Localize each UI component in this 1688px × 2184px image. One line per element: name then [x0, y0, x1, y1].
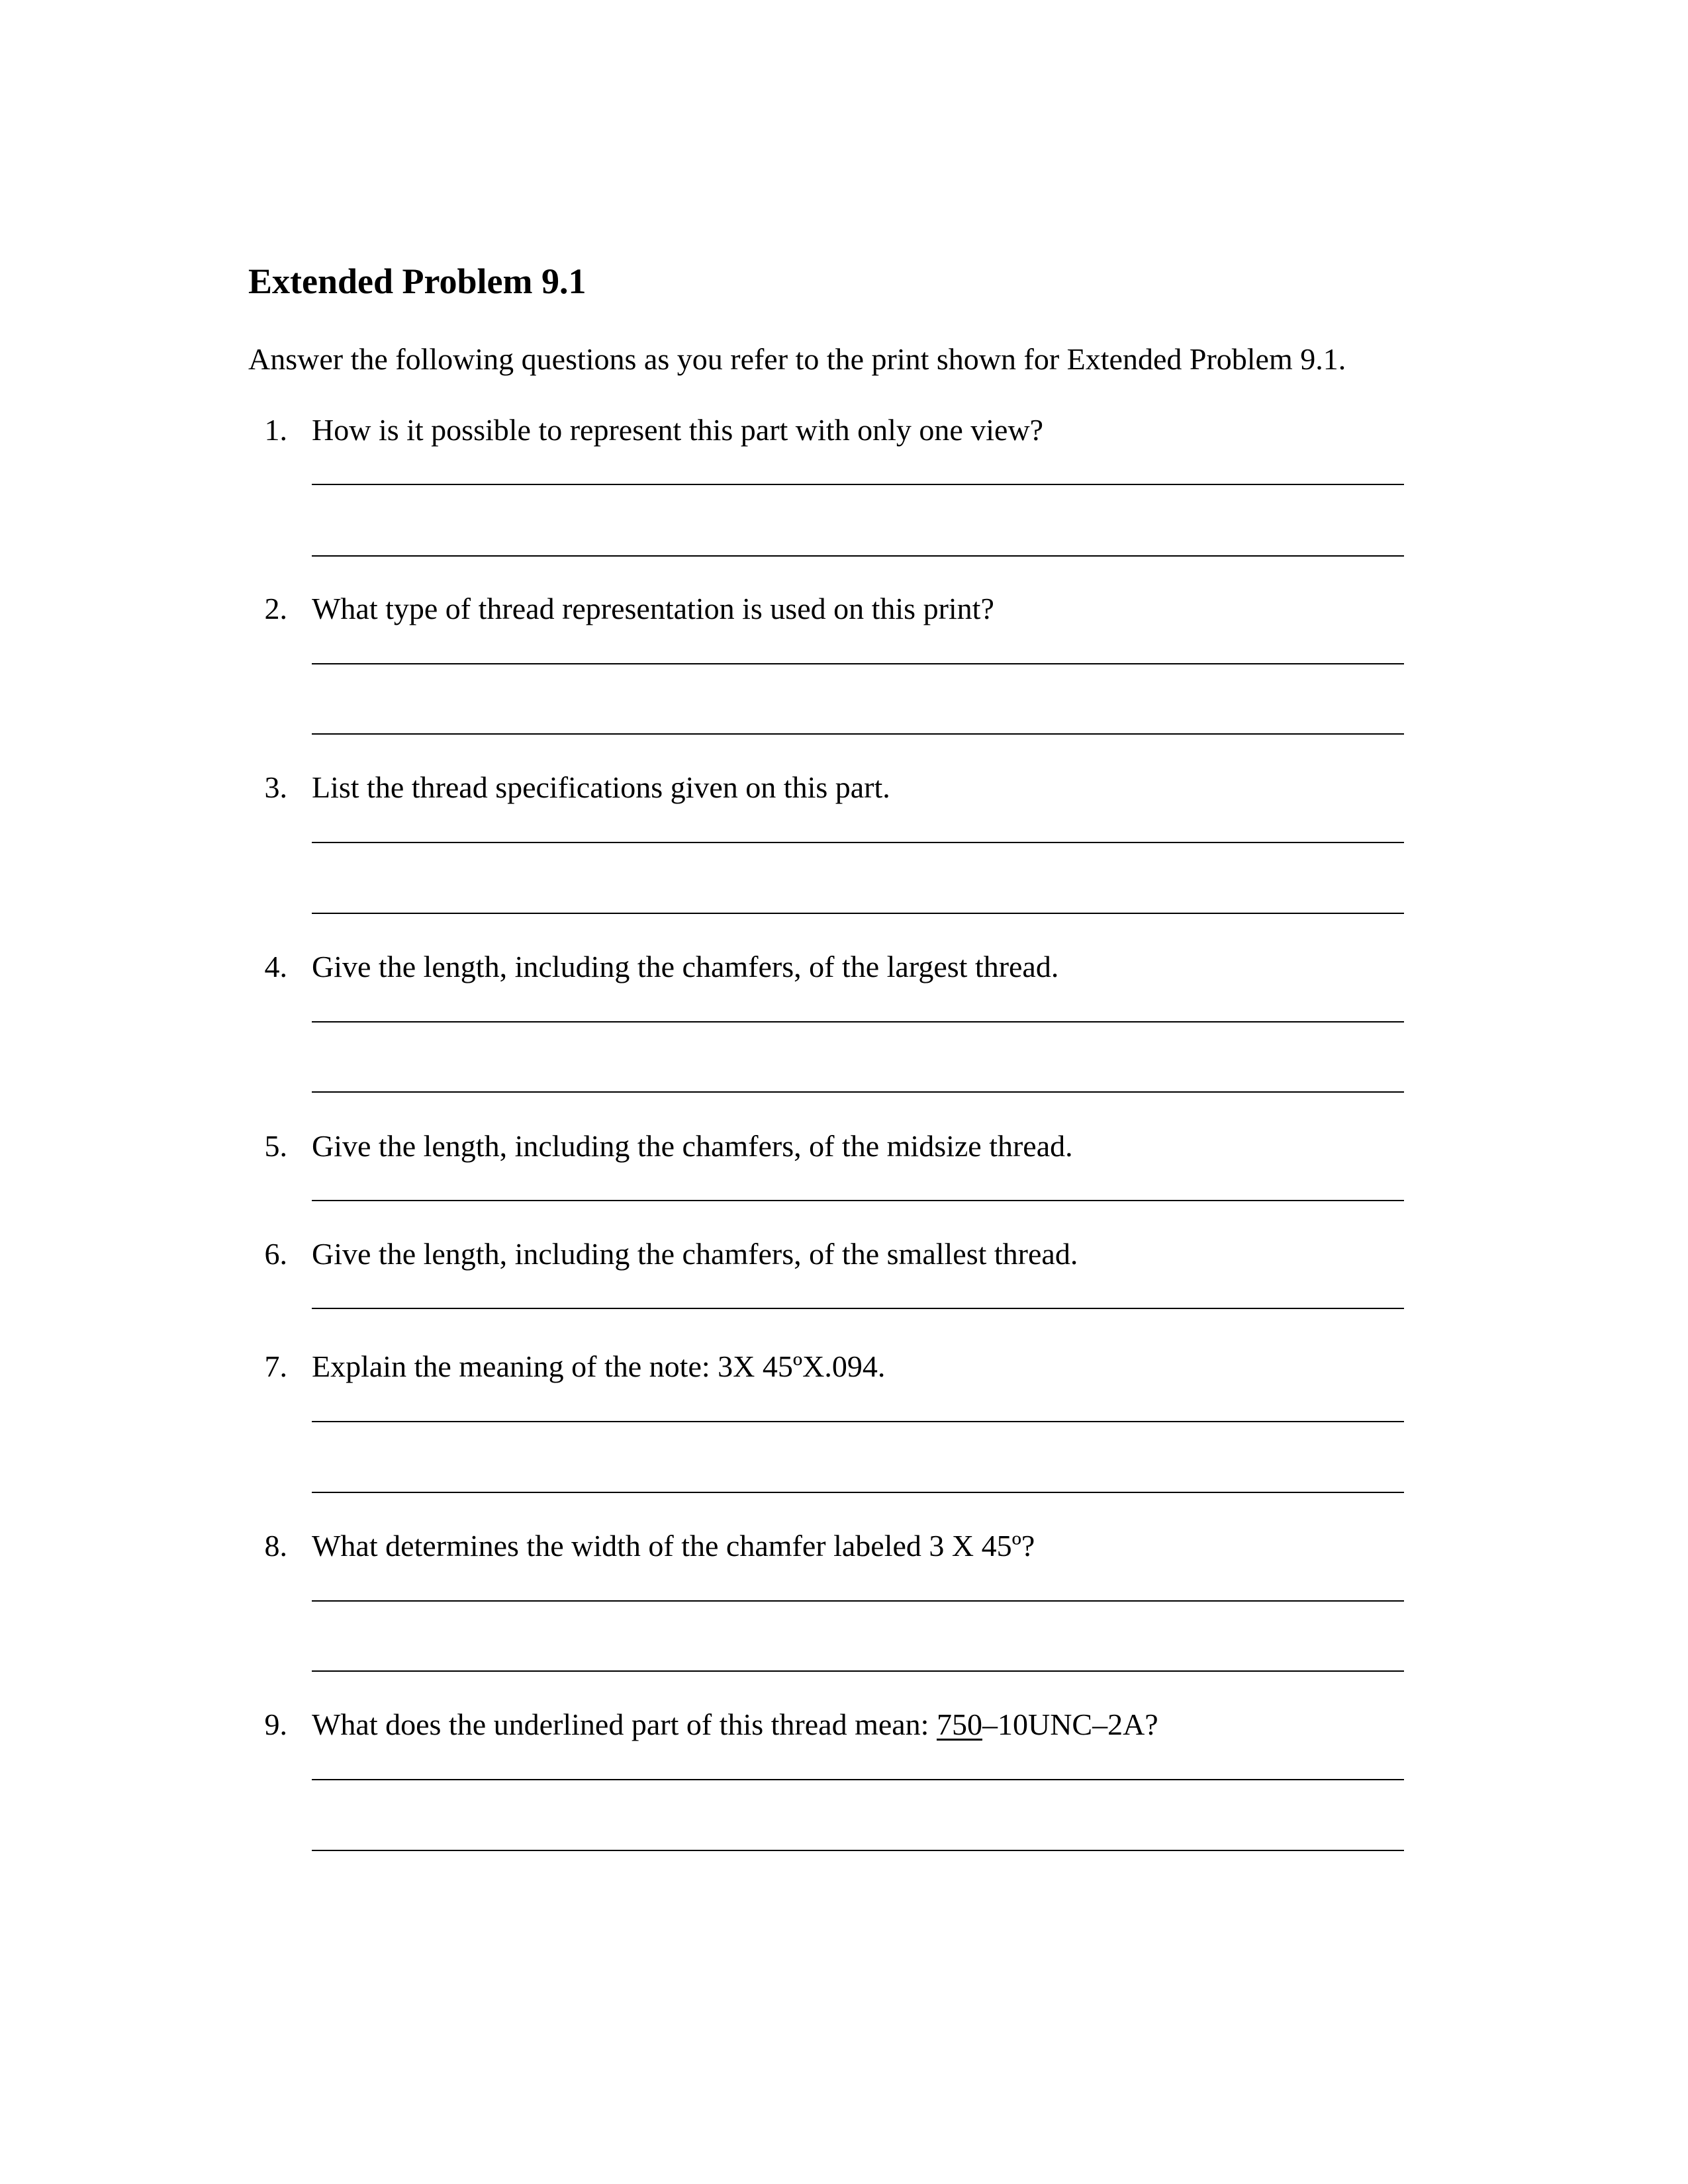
answer-line[interactable] [312, 733, 1404, 735]
question-text: Give the length, including the chamfers, of the largest thread. [312, 950, 1059, 983]
answer-line[interactable] [312, 484, 1404, 485]
question-text: List the thread specifications given on this part. [312, 770, 890, 804]
answer-line[interactable] [312, 1670, 1404, 1672]
question-number: 9. [264, 1707, 287, 1741]
question-text [312, 1709, 1158, 1740]
question-number: 8. [264, 1529, 287, 1563]
answer-line[interactable] [312, 913, 1404, 914]
question-text: How is it possible to represent this part with only one view? [312, 413, 1044, 447]
answer-line[interactable] [312, 555, 1404, 557]
question-text: What determines the width of the chamfer labeled 3 X 45º? [312, 1529, 1035, 1563]
question-text: Give the length, including the chamfers, of the smallest thread. [312, 1237, 1078, 1271]
question-number: 3. [264, 770, 287, 804]
answer-line[interactable] [312, 1091, 1404, 1093]
question-number: 5. [264, 1129, 287, 1163]
question-text-lead: What does the underlined part of this thread mean: [312, 1707, 937, 1741]
question-number: 1. [264, 413, 287, 447]
instructions: Answer the following questions as you refer to the print shown for Extended Problem 9.1. [248, 342, 1346, 376]
answer-line[interactable] [312, 1021, 1404, 1023]
answer-line[interactable] [312, 1200, 1404, 1201]
question-number: 4. [264, 950, 287, 983]
underlined-thread-size: 750 [936, 1707, 982, 1741]
answer-line[interactable] [312, 1492, 1404, 1493]
answer-line[interactable] [312, 1308, 1404, 1309]
answer-line[interactable] [312, 1779, 1404, 1780]
question-text: What type of thread representation is used on this print? [312, 592, 994, 625]
answer-line[interactable] [312, 1850, 1404, 1851]
answer-line[interactable] [312, 1421, 1404, 1422]
answer-line[interactable] [312, 842, 1404, 843]
question-text-tail: –10UNC–2A? [982, 1707, 1158, 1741]
question-text: Give the length, including the chamfers, of the midsize thread. [312, 1129, 1073, 1163]
answer-line[interactable] [312, 1600, 1404, 1602]
question-text: Explain the meaning of the note: 3X 45ºX.094. [312, 1349, 886, 1383]
question-number: 2. [264, 592, 287, 625]
question-number: 6. [264, 1237, 287, 1271]
answer-line[interactable] [312, 663, 1404, 664]
question-number: 7. [264, 1349, 287, 1383]
page-title: Extended Problem 9.1 [248, 261, 586, 301]
